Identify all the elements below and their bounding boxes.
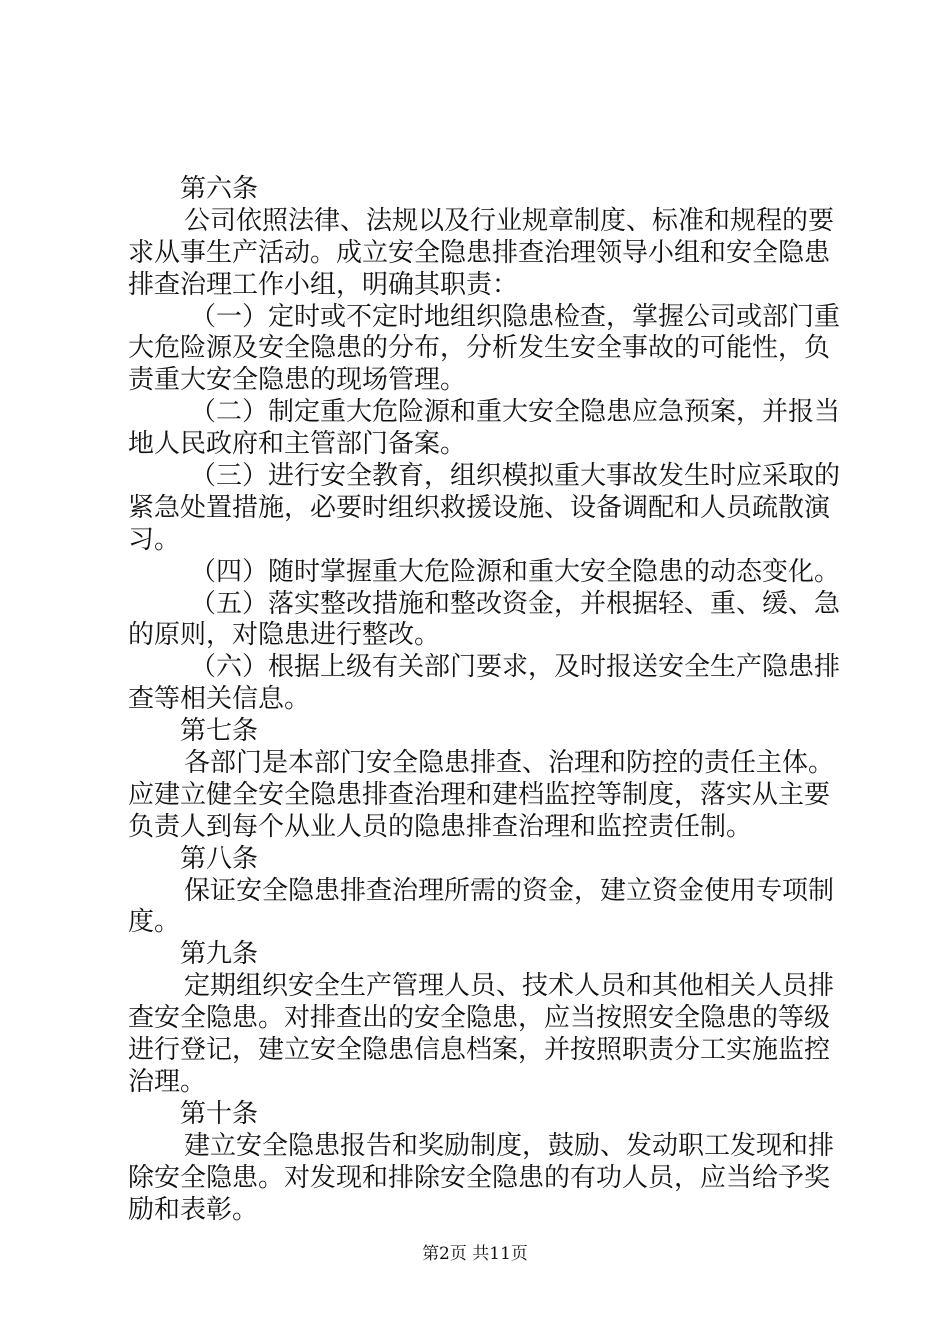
- article-heading: 第七条: [180, 716, 259, 747]
- article-heading: 第六条: [180, 174, 259, 204]
- text-line: 应建立健全安全隐患排查治理和建档监控等制度，落实从主要: [128, 779, 831, 810]
- text-line: 励和表彰。: [128, 1194, 259, 1225]
- page-footer: 第2页 共11页: [422, 1244, 528, 1264]
- text-line: 公司依照法律、法规以及行业规章制度、标准和规程的要: [184, 205, 835, 236]
- text-line: 查等相关信息。: [128, 684, 311, 715]
- text-line: 除安全隐患。对发现和排除安全隐患的有功人员，应当给予奖: [128, 1162, 831, 1193]
- document-body: [128, 174, 841, 1226]
- text-line: 地人民政府和主管部门备案。: [128, 429, 467, 460]
- text-line: 治理。: [128, 1066, 207, 1097]
- article-heading: 第十条: [180, 1098, 259, 1129]
- article-heading: 第九条: [180, 939, 259, 970]
- text-line: （六）根据上级有关部门要求，及时报送安全生产隐患排: [190, 652, 841, 683]
- text-line: 各部门是本部门安全隐患排查、治理和防控的责任主体。: [184, 748, 835, 779]
- text-line: 紧急处置措施，必要时组织救援设施、设备调配和人员疏散演: [128, 492, 831, 523]
- text-line: 大危险源及安全隐患的分布，分析发生安全事故的可能性，负: [128, 333, 831, 364]
- text-line: 习。: [128, 524, 181, 555]
- text-line: 保证安全隐患排查治理所需的资金，建立资金使用专项制: [184, 875, 835, 906]
- text-line: （四）随时掌握重大危险源和重大安全隐患的动态变化。: [190, 556, 841, 587]
- text-line: 进行登记，建立安全隐患信息档案，并按照职责分工实施监控: [128, 1035, 831, 1066]
- article-heading: 第八条: [180, 843, 259, 874]
- text-line: 的原则，对隐患进行整改。: [128, 620, 441, 651]
- text-line: 查安全隐患。对排查出的安全隐患，应当按照安全隐患的等级: [128, 1003, 831, 1034]
- text-line: 度。: [128, 907, 181, 938]
- text-line: （五）落实整改措施和整改资金，并根据轻、重、缓、急: [190, 588, 841, 619]
- text-line: （二）制定重大危险源和重大安全隐患应急预案，并报当: [190, 397, 841, 428]
- text-line: 责重大安全隐患的现场管理。: [128, 365, 467, 396]
- text-line: 建立安全隐患报告和奖励制度，鼓励、发动职工发现和排: [184, 1130, 835, 1161]
- text-line: 求从事生产活动。成立安全隐患排查治理领导小组和安全隐患: [128, 237, 831, 268]
- text-line: 负责人到每个从业人员的隐患排查治理和监控责任制。: [128, 811, 753, 842]
- text-line: 排查治理工作小组，明确其职责：: [128, 269, 519, 300]
- text-line: （三）进行安全教育，组织模拟重大事故发生时应采取的: [190, 461, 841, 492]
- text-line: （一）定时或不定时地组织隐患检查，掌握公司或部门重: [190, 301, 841, 332]
- text-line: 定期组织安全生产管理人员、技术人员和其他相关人员排: [184, 971, 835, 1002]
